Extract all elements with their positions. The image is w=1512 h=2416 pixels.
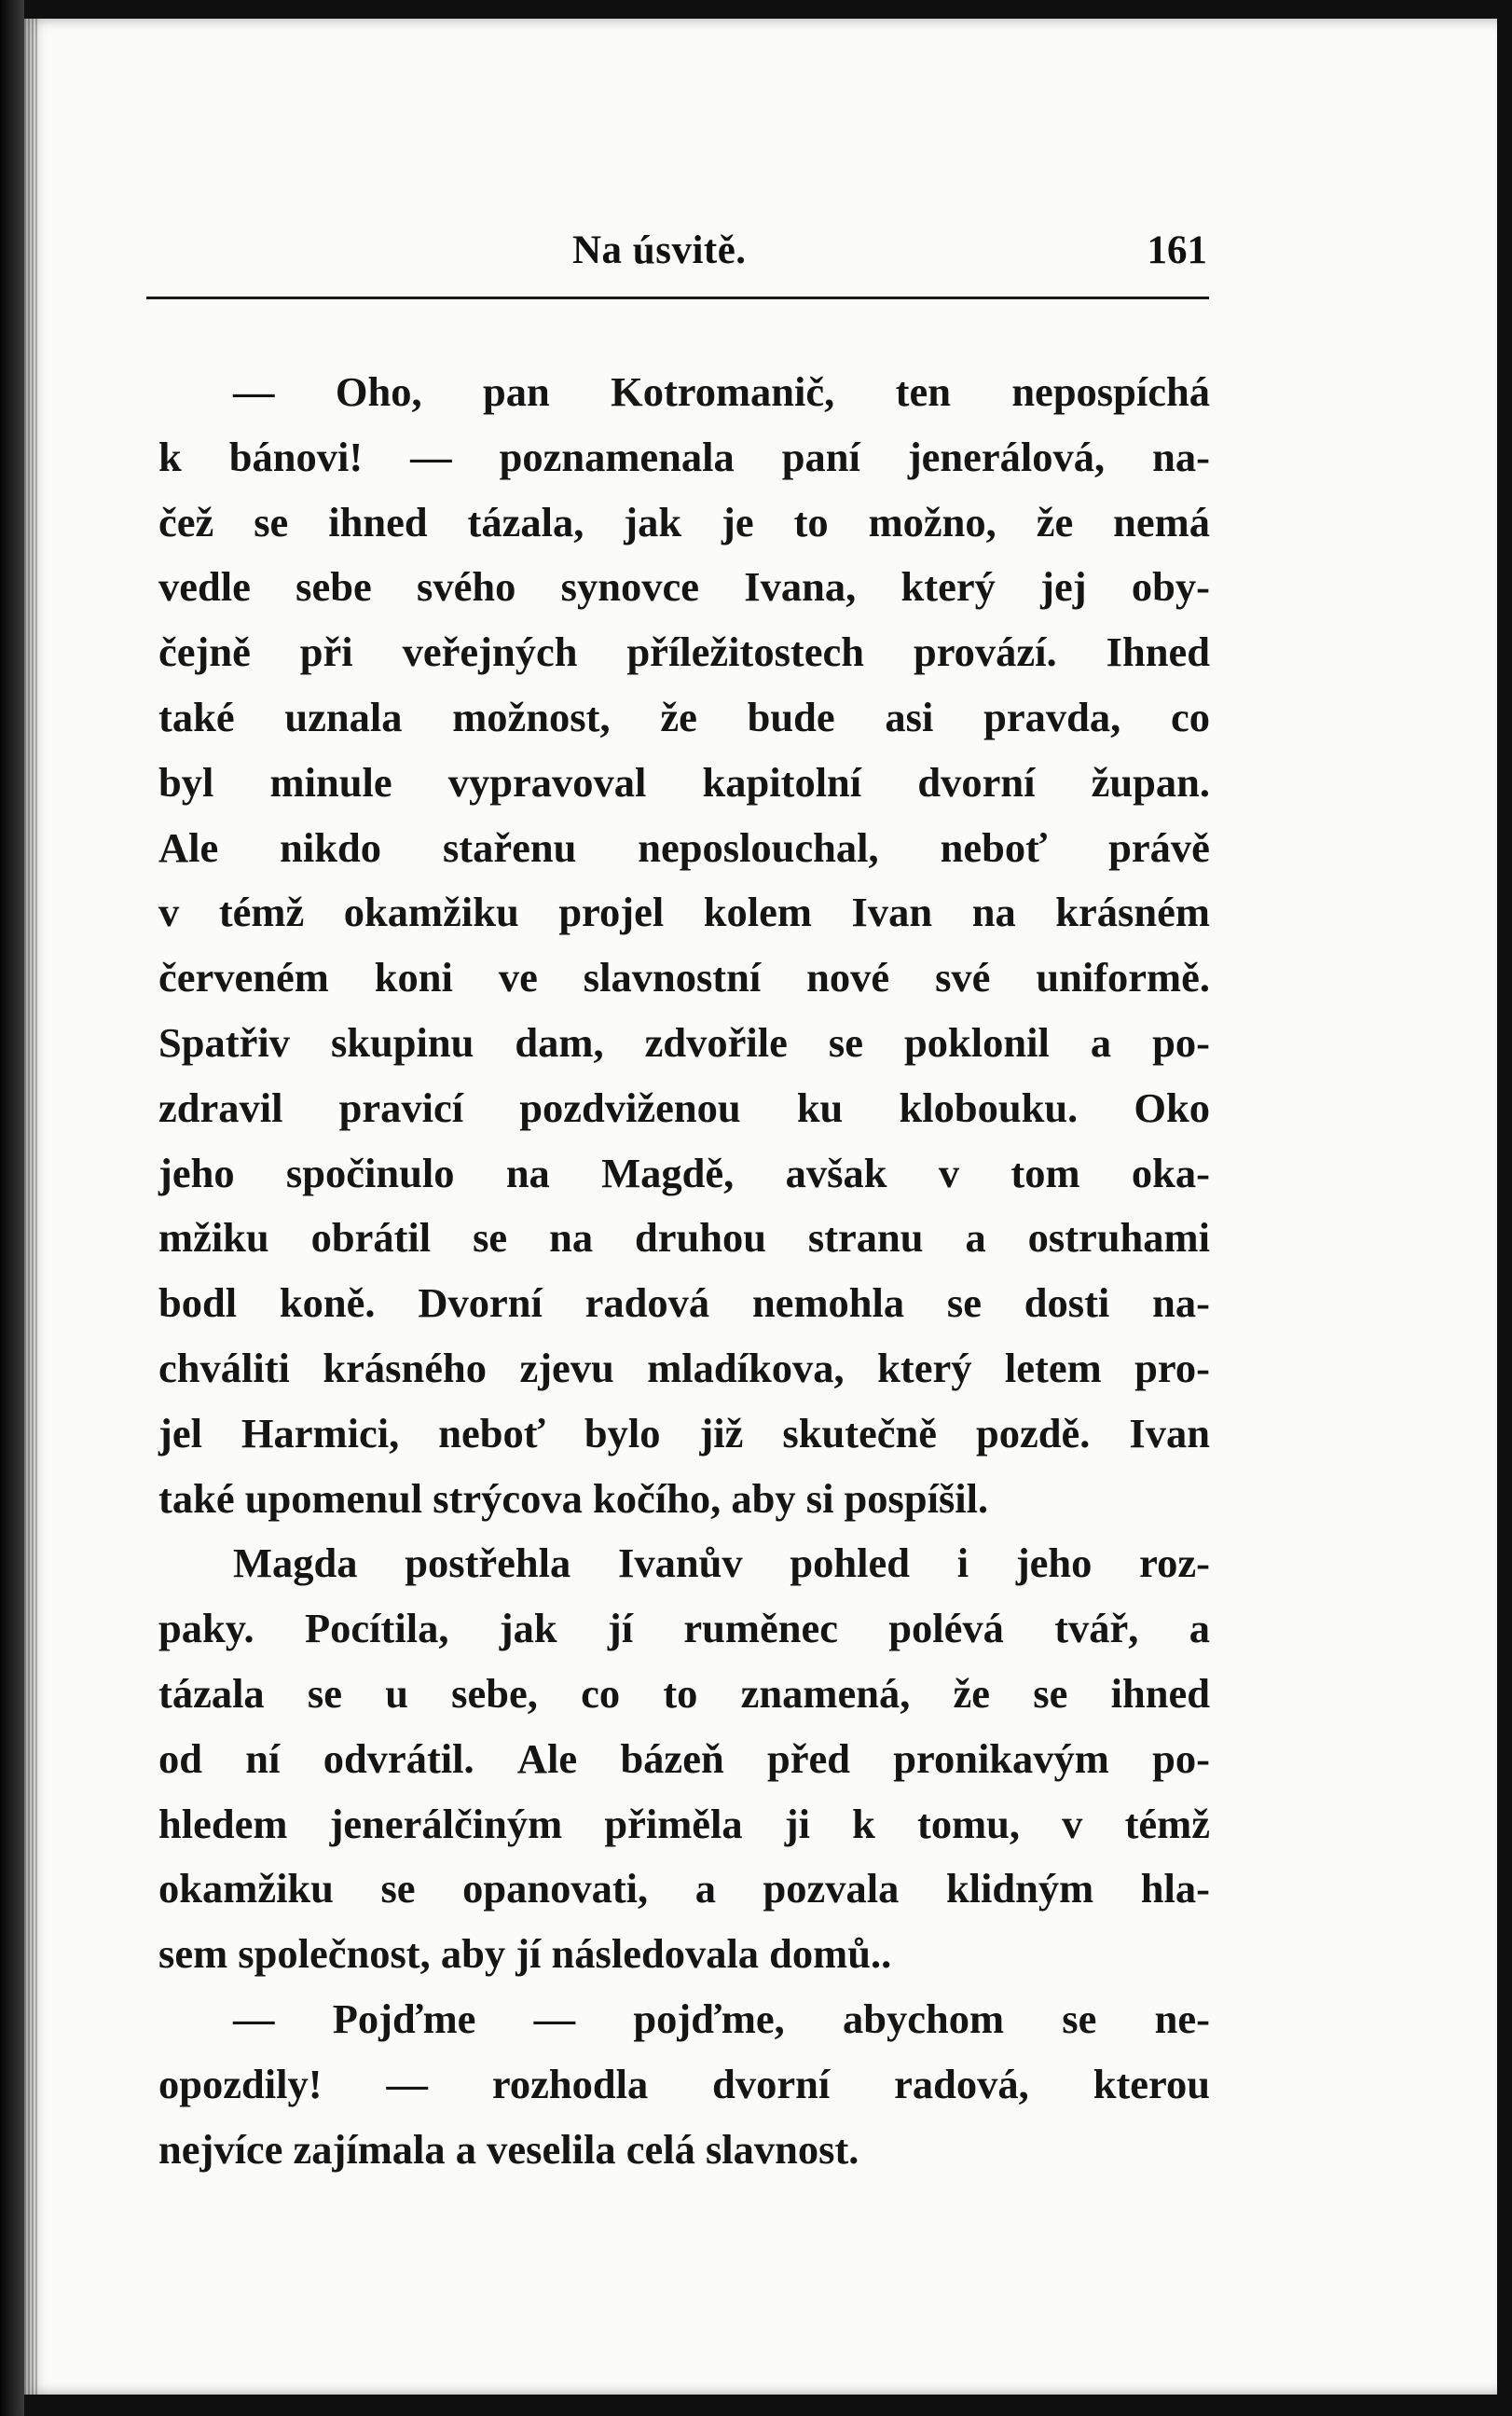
- text-line: — Oho, pan Kotromanič, ten nepospíchá: [233, 368, 1210, 415]
- text-line: jeho spočinulo na Magdě, avšak v tom oka-: [158, 1149, 1210, 1196]
- text-line: červeném koni ve slavnostní nové své uniformě.: [158, 954, 1210, 1001]
- text-line: nejvíce zajímala a veselila celá slavnost.: [158, 2125, 859, 2173]
- running-title: Na úsvitě.: [572, 228, 747, 272]
- page-header: [144, 216, 1207, 283]
- text-line: čejně při veřejných příležitostech provází. Ihned: [158, 628, 1210, 676]
- text-line: opozdily! — rozhodla dvorní radová, kterou: [158, 2060, 1210, 2107]
- text-line: zdravil pravicí pozdviženou ku klobouku. Oko: [158, 1084, 1210, 1131]
- text-line: čež se ihned tázala, jak je to možno, že nemá: [158, 498, 1210, 545]
- text-line: tázala se u sebe, co to znamená, že se ihned: [158, 1669, 1210, 1717]
- page-number: 161: [1147, 228, 1207, 272]
- text-line: Ale nikdo stařenu neposlouchal, neboť právě: [158, 823, 1210, 871]
- text-line: vedle sebe svého synovce Ivana, který jej oby-: [158, 563, 1210, 611]
- book-spine-shadow: [0, 0, 24, 2416]
- text-line: hledem jenerálčiným přiměla ji k tomu, v témž: [158, 1800, 1210, 1847]
- text-line: bodl koně. Dvorní radová nemohla se dosti na-: [158, 1279, 1210, 1327]
- text-line: k bánovi! — poznamenala paní jenerálová, na-: [158, 433, 1210, 480]
- text-line: od ní odvrátil. Ale bázeň před pronikavým po-: [158, 1734, 1210, 1782]
- text-line: v témž okamžiku projel kolem Ivan na krásném: [158, 889, 1210, 936]
- text-line: sem společnost, aby jí následovala domů..: [158, 1930, 892, 1978]
- text-line: mžiku obrátil se na druhou stranu a ostruhami: [158, 1214, 1210, 1262]
- text-line: — Pojďme — pojďme, abychom se ne-: [233, 1995, 1210, 2042]
- page-edge-texture: [24, 19, 37, 2395]
- text-line: Spatřiv skupinu dam, zdvořile se poklonil a po-: [158, 1018, 1210, 1066]
- text-line: chváliti krásného zjevu mladíkova, který letem pro-: [158, 1344, 1210, 1391]
- text-line: okamžiku se opanovati, a pozvala klidným hla-: [158, 1865, 1210, 1912]
- text-line: také uznala možnost, že bude asi pravda, co: [158, 693, 1210, 740]
- text-line: byl minule vypravoval kapitolní dvorní župan.: [158, 758, 1210, 806]
- text-line: jel Harmici, neboť bylo již skutečně pozdě. Ivan: [158, 1409, 1210, 1457]
- body-text: [158, 360, 1210, 2182]
- text-line: paky. Pocítila, jak jí ruměnec polévá tvář, a: [158, 1605, 1210, 1652]
- header-rule: [146, 297, 1209, 299]
- text-line: také upomenul strýcova kočího, aby si pospíšil.: [158, 1474, 989, 1522]
- text-line: Magda postřehla Ivanův pohled i jeho roz-: [233, 1539, 1210, 1587]
